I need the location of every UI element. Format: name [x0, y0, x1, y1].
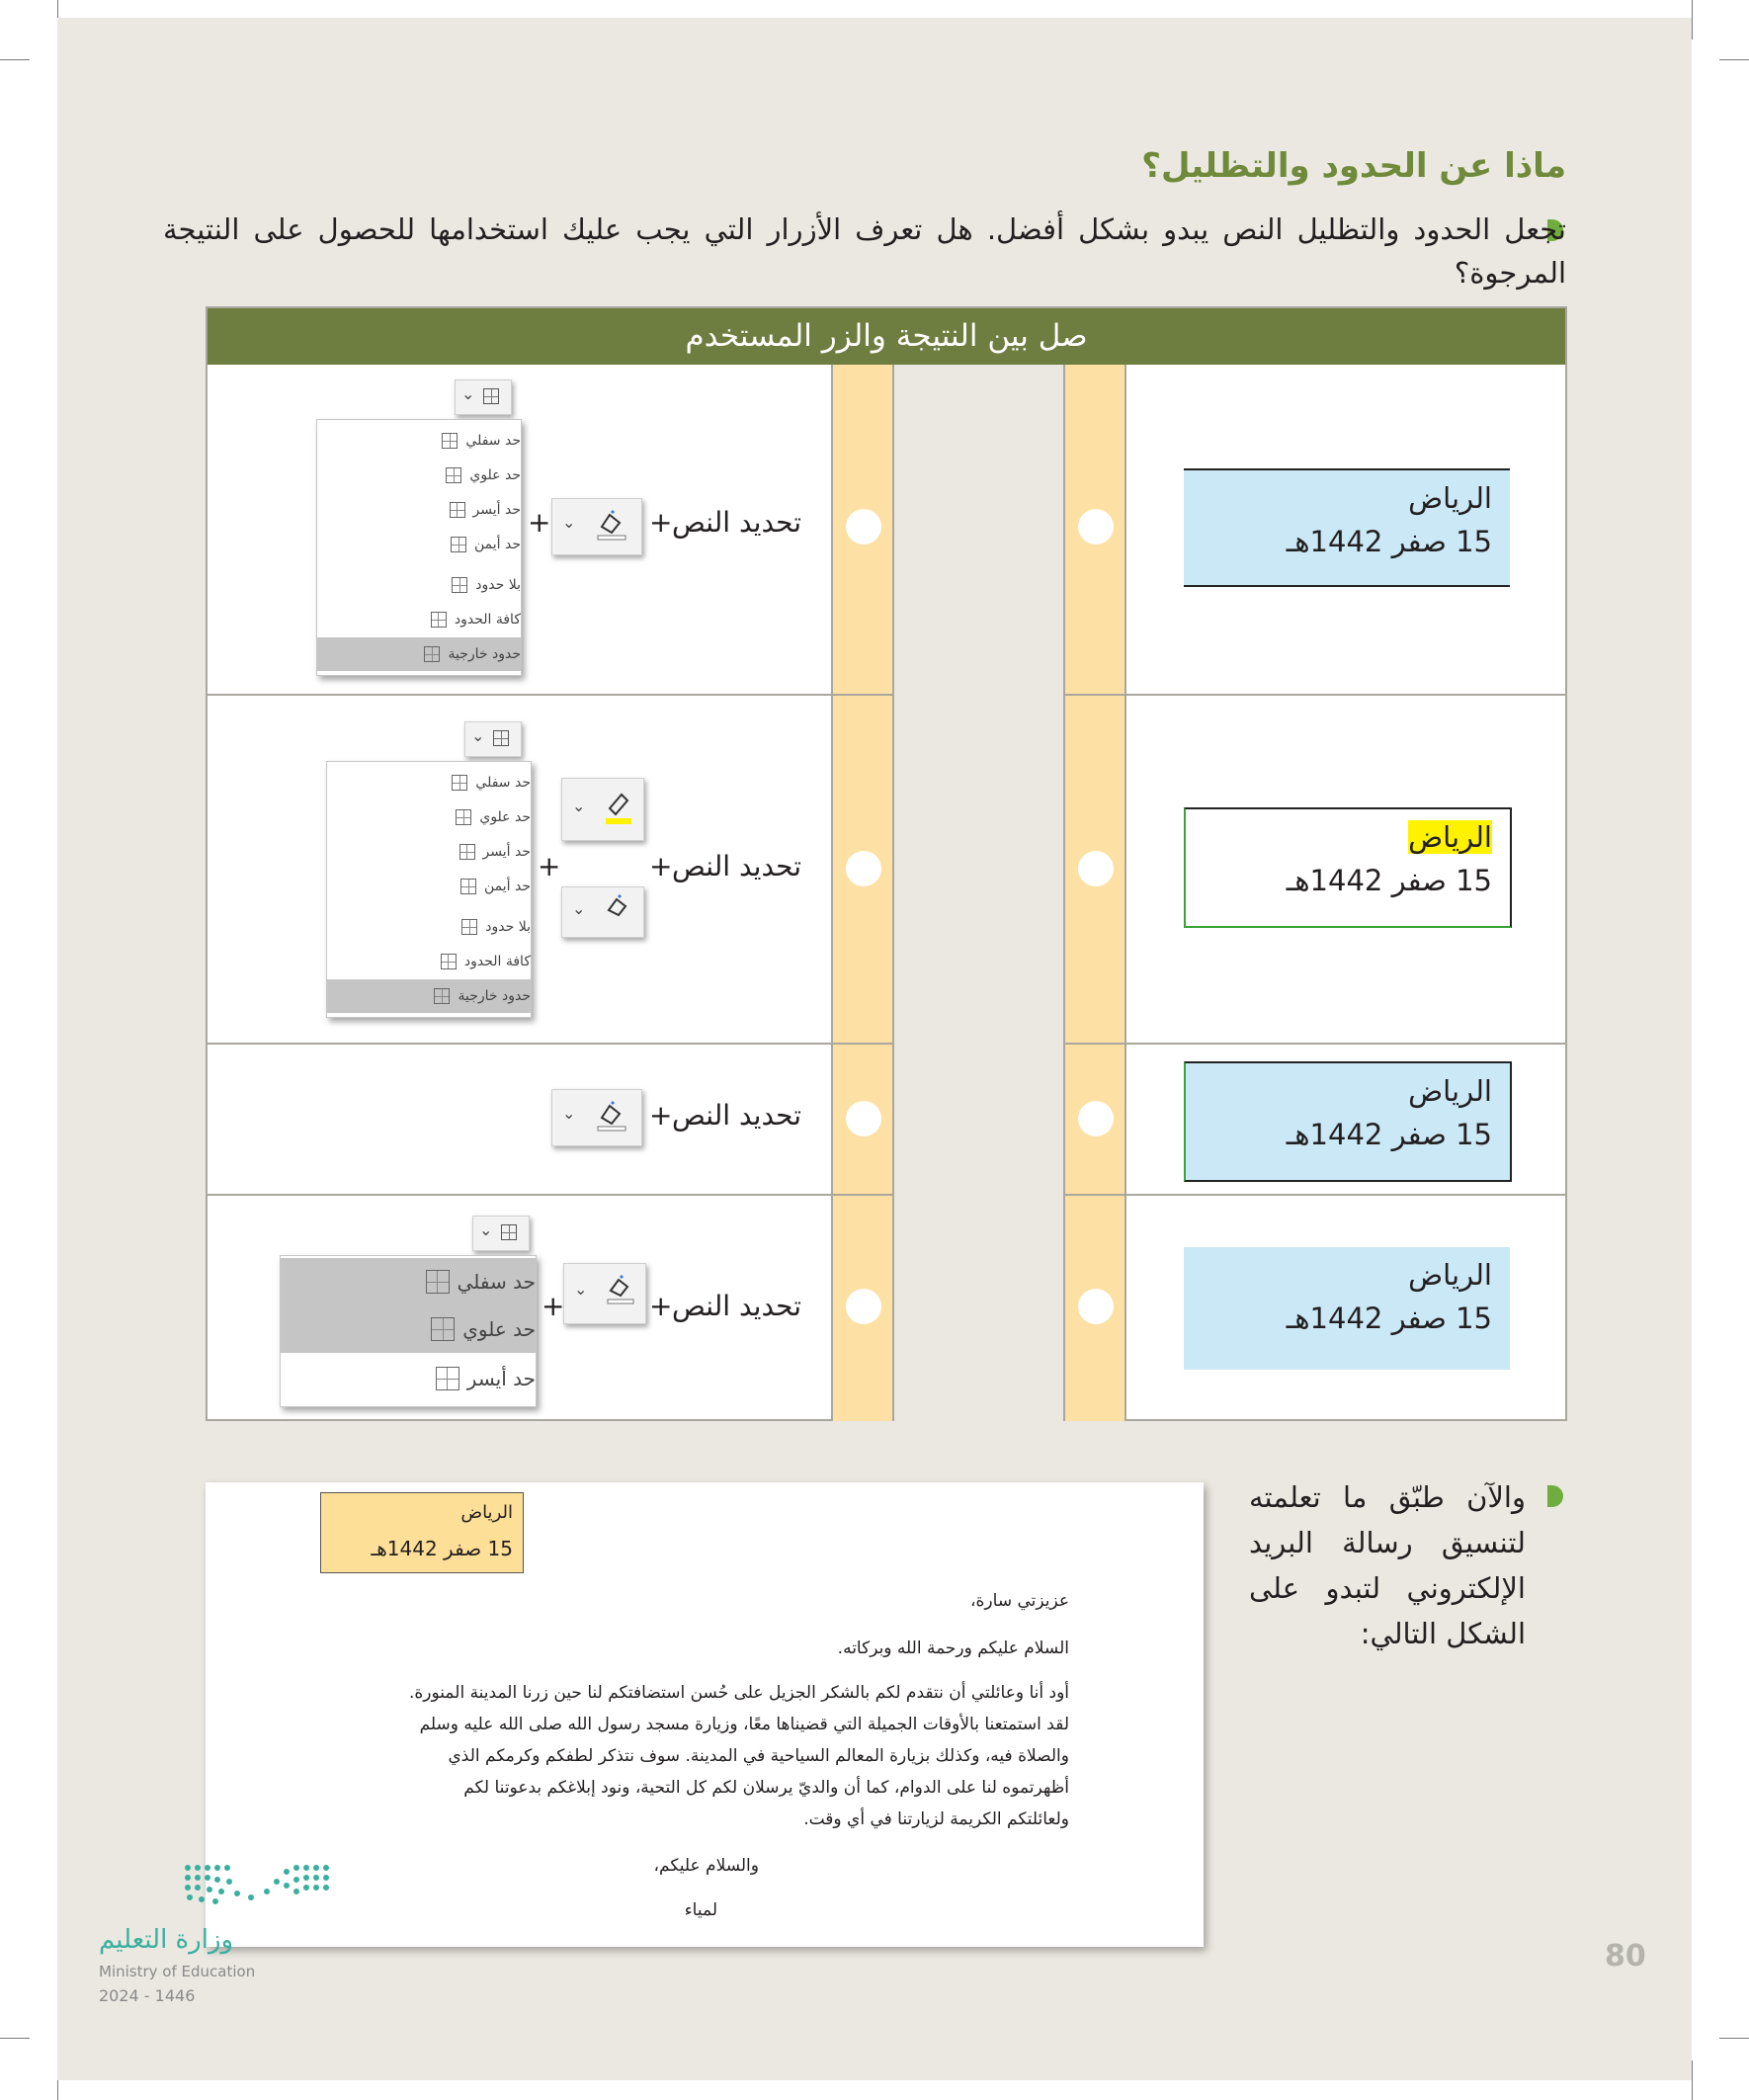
paint-bucket-icon: [604, 1274, 637, 1307]
letter-greeting: عزيزتي سارة،: [970, 1591, 1069, 1611]
letter-signature: لمياء: [684, 1900, 717, 1920]
table-header: صل بين النتيجة والزر المستخدم: [208, 308, 1565, 365]
borders-menu: [316, 419, 522, 676]
menu-item[interactable]: حد أيسر: [281, 1355, 536, 1402]
menu-item-selected[interactable]: حدود خارجية: [327, 979, 531, 1013]
menu-item[interactable]: حد أيمن: [327, 870, 531, 903]
menu-item[interactable]: بلا حدود: [327, 910, 531, 944]
menu-item-selected[interactable]: حد علوي: [281, 1305, 536, 1353]
match-dot[interactable]: [1078, 509, 1114, 545]
table-gap: [894, 365, 1065, 1421]
paint-bucket-icon: [602, 893, 633, 927]
chevron-down-icon: ⌄: [572, 797, 586, 815]
chevron-down-icon: ⌄: [574, 1280, 588, 1299]
shading-button[interactable]: [561, 886, 644, 938]
chevron-down-icon: ⌄: [572, 899, 586, 918]
chevron-down-icon: ⌄: [471, 726, 485, 745]
chevron-down-icon: ⌄: [479, 1220, 493, 1239]
menu-item[interactable]: كافة الحدود: [317, 603, 521, 636]
letter-body-line: ولعائلتكم الكريمة لزيارتنا في أي وقت.: [803, 1809, 1069, 1829]
select-text-label: تحديد النص: [672, 1290, 802, 1322]
match-dot[interactable]: [1078, 1289, 1114, 1324]
menu-item[interactable]: حد أيمن: [317, 528, 521, 561]
ministry-name-en: Ministry of Education: [99, 1963, 256, 1980]
select-text-label: تحديد النص: [672, 506, 802, 539]
match-dot[interactable]: [846, 851, 881, 886]
borders-menu: [326, 761, 532, 1018]
paint-bucket-icon: [594, 1100, 629, 1134]
ministry-name-ar: وزارة التعليم: [99, 1925, 234, 1955]
letter-body-line: والصلاة فيه، وكذلك بزيارة المعالم السياحية في المدينة. سوف نتذكر لطفكم وكرمكم الذي: [448, 1746, 1069, 1766]
intro-paragraph: تجعل الحدود والتظليل النص يبدو بشكل أفضل. هل تعرف الأزرار التي يجب عليك استخدامها للحصول على النتيجة المرجوة؟: [163, 212, 1566, 290]
ministry-logo: [99, 1858, 326, 2016]
menu-item[interactable]: حد أيسر: [327, 835, 531, 869]
example-highlight-outside-border: الرياض 15 صفر 1442هـ: [1184, 807, 1512, 928]
match-dot[interactable]: [846, 509, 881, 545]
letter-body-line: أظهرتموه لنا على الدوام، كما أن والديّ يرسلان لكم كل التحية، ونود إبلاغكم بدعوتنا لكم: [463, 1778, 1069, 1798]
match-dot[interactable]: [846, 1101, 881, 1136]
menu-item[interactable]: حد سفلي: [317, 424, 521, 458]
highlight-button[interactable]: [561, 778, 644, 841]
shading-button[interactable]: [563, 1263, 646, 1324]
menu-item[interactable]: حد أيسر: [317, 493, 521, 527]
select-text-label: تحديد النص: [672, 1099, 802, 1132]
borders-icon: [501, 1224, 517, 1240]
shading-button[interactable]: [551, 1089, 642, 1146]
ministry-year: 2024 - 1446: [99, 1986, 196, 2005]
paint-bucket-icon: [594, 509, 629, 543]
letter-salam: السلام عليكم ورحمة الله وبركاته.: [837, 1638, 1069, 1658]
menu-item[interactable]: حد علوي: [327, 800, 531, 834]
letter-body-line: أود أنا وعائلتي أن نتقدم لكم بالشكر الجزيل على حُسن استضافتكم لنا حين زرنا المدينة المنورة.: [409, 1683, 1069, 1703]
menu-item[interactable]: كافة الحدود: [327, 945, 531, 978]
chevron-down-icon: ⌄: [562, 1104, 576, 1123]
shading-button[interactable]: [551, 498, 642, 555]
letter-closing: والسلام عليكم،: [653, 1856, 759, 1876]
letter-date-box: الرياض 15 صفر 1442هـ: [320, 1492, 524, 1573]
match-dot[interactable]: [1078, 1101, 1114, 1136]
borders-icon: [483, 388, 499, 404]
section-heading: ماذا عن الحدود والتظليل؟: [1141, 146, 1566, 186]
example-shading-only: الرياض 15 صفر 1442هـ: [1184, 1247, 1510, 1370]
match-dot[interactable]: [1078, 851, 1114, 886]
borders-icon: [493, 730, 509, 746]
match-dot[interactable]: [846, 1289, 881, 1324]
matching-table: صل بين النتيجة والزر المستخدم الرياض 15 صفر 1442هـ الرياض 15 صفر 1442هـ الرياض 15 صفر 1442هـ الرياض 15 صفر 1442هـ تحديد النص + ⌄ + ⌄ حد سفلي حد علوي حد أيسر حد أيمن بلا حدود كافة الحدود حدود خارجية تحديد النص + ⌄ ⌄ + ⌄ حد سفلي حد علوي حد أيسر حد أيمن بلا حدود كافة الحدود حدود خارجية تحديد النص + ⌄ تحديد النص + ⌄ + ⌄ حد سفلي حد علوي حد أيسر: [206, 306, 1567, 1421]
ministry-dots-logo-icon: [178, 1858, 405, 1917]
page-number: 80: [1605, 1939, 1646, 1974]
example-top-bottom-borders: الرياض 15 صفر 1442هـ: [1184, 468, 1510, 587]
borders-button[interactable]: [464, 721, 522, 757]
borders-button[interactable]: [455, 379, 512, 415]
borders-menu: [280, 1255, 537, 1407]
borders-button[interactable]: [472, 1216, 530, 1251]
select-text-label: تحديد النص: [672, 850, 802, 882]
letter-body-line: لقد استمتعنا بالأوقات الجميلة التي قضيناها معًا، وزيارة مسجد رسول الله صلى الله عليه وسلم: [419, 1715, 1069, 1734]
highlighter-icon: [602, 789, 635, 828]
chevron-down-icon: ⌄: [461, 384, 475, 403]
chevron-down-icon: ⌄: [562, 513, 576, 532]
menu-item-selected[interactable]: حد سفلي: [281, 1258, 536, 1305]
menu-item-selected[interactable]: حدود خارجية: [317, 637, 521, 671]
menu-item[interactable]: بلا حدود: [317, 568, 521, 602]
example-shading-outside-border: الرياض 15 صفر 1442هـ: [1184, 1061, 1512, 1182]
menu-item[interactable]: حد سفلي: [327, 766, 531, 799]
apply-instruction: والآن طبّق ما تعلمته لتنسيق رسالة البريد الإلكتروني لتبدو على الشكل التالي:: [1249, 1480, 1526, 1650]
menu-item[interactable]: حد علوي: [317, 459, 521, 492]
